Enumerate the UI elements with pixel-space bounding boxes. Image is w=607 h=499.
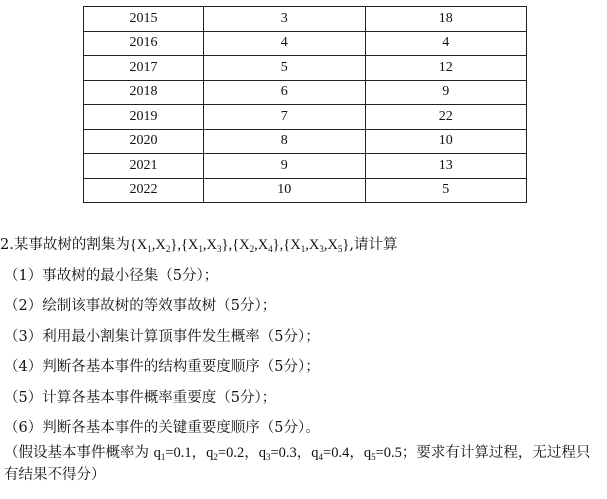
data-table	[83, 6, 527, 203]
year-cell: 2022	[84, 178, 204, 203]
question-item-4: （4）判断各基本事件的结构重要度顺序（5分）；	[4, 359, 320, 375]
table-row	[84, 56, 527, 81]
year-cell: 2015	[84, 7, 204, 32]
value-cell: 18	[365, 7, 526, 32]
cut-sets: $\{X_1,X_2\},\{X_1,X_3\},\{X_2,X_4\},\{X_1,X_3,X_5\}$	[129, 237, 350, 254]
year-cell: 2021	[84, 154, 204, 179]
question-item-6: （6）判断各基本事件的关键重要度顺序（5分）。	[4, 420, 320, 436]
question-item-2: （2）绘制该事故树的等效事故树（5分）；	[4, 298, 277, 314]
count-cell: 9	[204, 154, 365, 179]
table-row	[84, 129, 527, 154]
table-row	[84, 80, 527, 105]
count-cell: 3	[204, 7, 365, 32]
probability-q5: $q_5=0.5$	[363, 445, 402, 462]
year-cell: 2016	[84, 31, 204, 56]
note-end: ；要求有计算过程，无过程只有结果不得分）	[4, 445, 591, 483]
assumption-note	[4, 442, 604, 486]
year-cell: 2017	[84, 56, 204, 81]
table-row	[84, 31, 527, 56]
question-title	[0, 234, 398, 256]
question-item-5: （5）计算各基本事件概率重要度（5分）；	[4, 390, 277, 406]
table-row	[84, 178, 527, 203]
probability-q2: $q_2=0.2$	[206, 445, 245, 462]
count-cell: 8	[204, 129, 365, 154]
table-row	[84, 154, 527, 179]
year-cell: 2020	[84, 129, 204, 154]
table-row	[84, 7, 527, 32]
year-cell: 2019	[84, 105, 204, 130]
value-cell: 22	[365, 105, 526, 130]
question-item-1: （1）事故树的最小径集（5分）；	[4, 268, 219, 284]
value-cell: 4	[365, 31, 526, 56]
question-item-3: （3）利用最小割集计算顶事件发生概率（5分）；	[4, 329, 320, 345]
value-cell: 12	[365, 56, 526, 81]
probability-q3: $q_3=0.3$	[258, 445, 297, 462]
count-cell: 10	[204, 178, 365, 203]
value-cell: 10	[365, 129, 526, 154]
count-cell: 6	[204, 80, 365, 105]
probability-q1: $q_1=0.1$	[153, 445, 192, 462]
table-row	[84, 105, 527, 130]
note-start: （假设基本事件概率为	[4, 445, 154, 461]
question-suffix: ,请计算	[349, 237, 398, 253]
value-cell: 5	[365, 178, 526, 203]
value-cell: 9	[365, 80, 526, 105]
probability-q4: $q_4=0.4$	[311, 445, 350, 462]
probabilities: $q_1=0.1$，$q_2=0.2$，$q_3=0.3$，$q_4=0.4$，$q_5=0.5$	[153, 445, 402, 462]
year-cell: 2018	[84, 80, 204, 105]
count-cell: 4	[204, 31, 365, 56]
count-cell: 5	[204, 56, 365, 81]
count-cell: 7	[204, 105, 365, 130]
value-cell: 13	[365, 154, 526, 179]
question-prefix: 2.某事故树的割集为	[0, 237, 130, 253]
